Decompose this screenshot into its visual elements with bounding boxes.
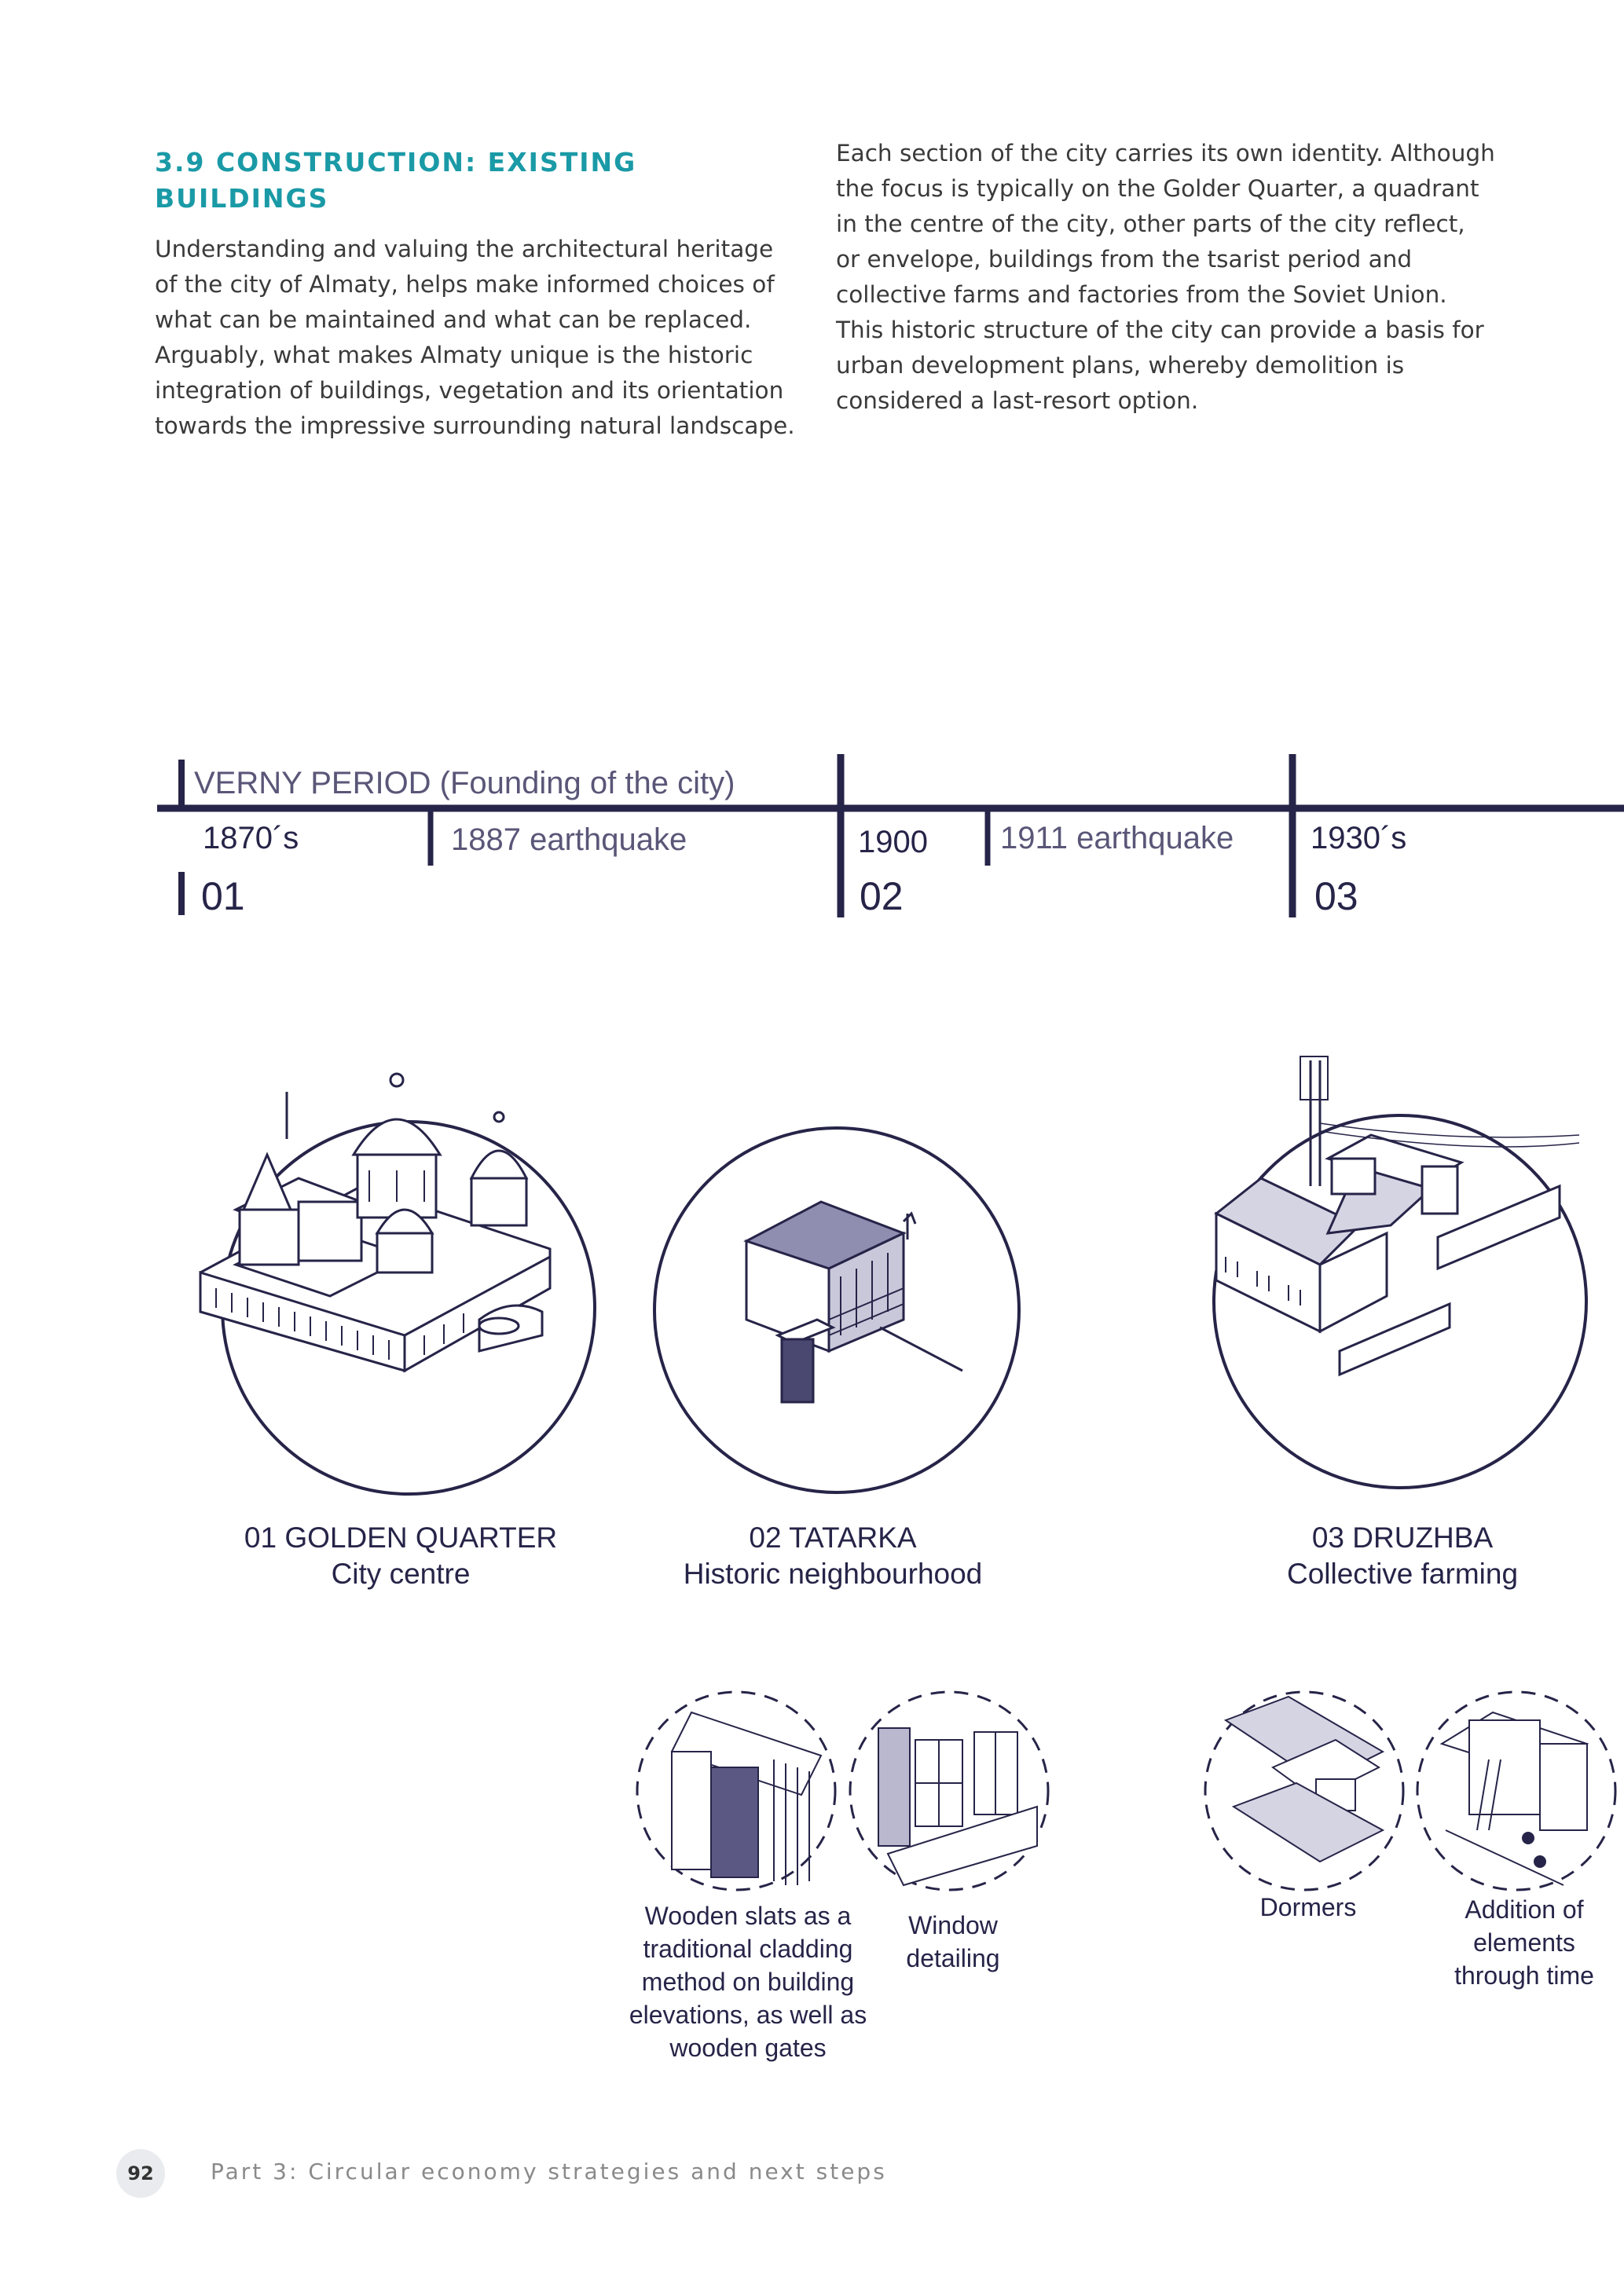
golden-quarter-building-illustration: [200, 1074, 550, 1371]
timeline-date-1911-earthquake: 1911 earthquake: [1000, 821, 1234, 855]
timeline-number-03: 03: [1314, 874, 1358, 918]
timeline-date-1887-earthquake: 1887 earthquake: [451, 822, 687, 857]
intro-paragraph-right: Each section of the city carries its own identity. Although the focus is typically on the Golder Quarter, a quadrant in the centre of the city, other parts of the city reflect, or envelope, buildings from the tsarist period and collective farms and factories from the Soviet Union. This historic structure of the city can provide a basis for urban development plans, whereby demolition is considered a last-resort option.: [836, 140, 1495, 414]
timeline-number-02: 02: [860, 874, 904, 918]
area-title: 01 GOLDEN QUARTER: [244, 1522, 558, 1554]
area-subtitle: Collective farming: [1286, 1558, 1519, 1590]
section-heading: 3.9 CONSTRUCTION: EXISTING BUILDINGS: [155, 147, 637, 214]
timeline-date-1900: 1900: [858, 825, 928, 859]
page-number-badge: 92: [116, 2149, 165, 2198]
timeline-number-01: 01: [201, 874, 245, 918]
detail-caption-addition: Addition of elements through time: [1454, 1895, 1594, 1990]
detail-caption-window: Window detailing: [906, 1911, 1000, 1972]
area-title: 03 DRUZHBA: [1311, 1522, 1494, 1554]
timeline-date-1870s: 1870´s: [203, 821, 299, 855]
area-caption-tatarka: [644, 1520, 1021, 1592]
detail-caption-wooden-slats: Wooden slats as a traditional cladding method on building elevations, as well as wooden gates: [629, 1902, 867, 2062]
footer-text: Part 3: Circular economy strategies and next steps: [211, 2159, 887, 2184]
area-caption-golden-quarter: [220, 1520, 581, 1592]
area-subtitle: Historic neighbourhood: [683, 1558, 983, 1590]
intro-paragraph-left: Understanding and valuing the architectural heritage of the city of Almaty, helps make informed choices of what can be maintained and what can be replaced. Arguably, what makes Almaty unique is the historic integration of buildings, vegetation and its orientation towards the impressive surrounding natural landscape.: [155, 236, 795, 439]
timeline-date-1930s: 1930´s: [1311, 821, 1407, 855]
area-title: 02 TATARKA: [749, 1522, 917, 1554]
timeline-period-label: VERNY PERIOD (Founding of the city): [194, 766, 735, 800]
detail-caption-dormers: Dormers: [1259, 1893, 1357, 1921]
area-caption-druzhba: [1226, 1520, 1579, 1592]
area-subtitle: City centre: [331, 1558, 471, 1590]
